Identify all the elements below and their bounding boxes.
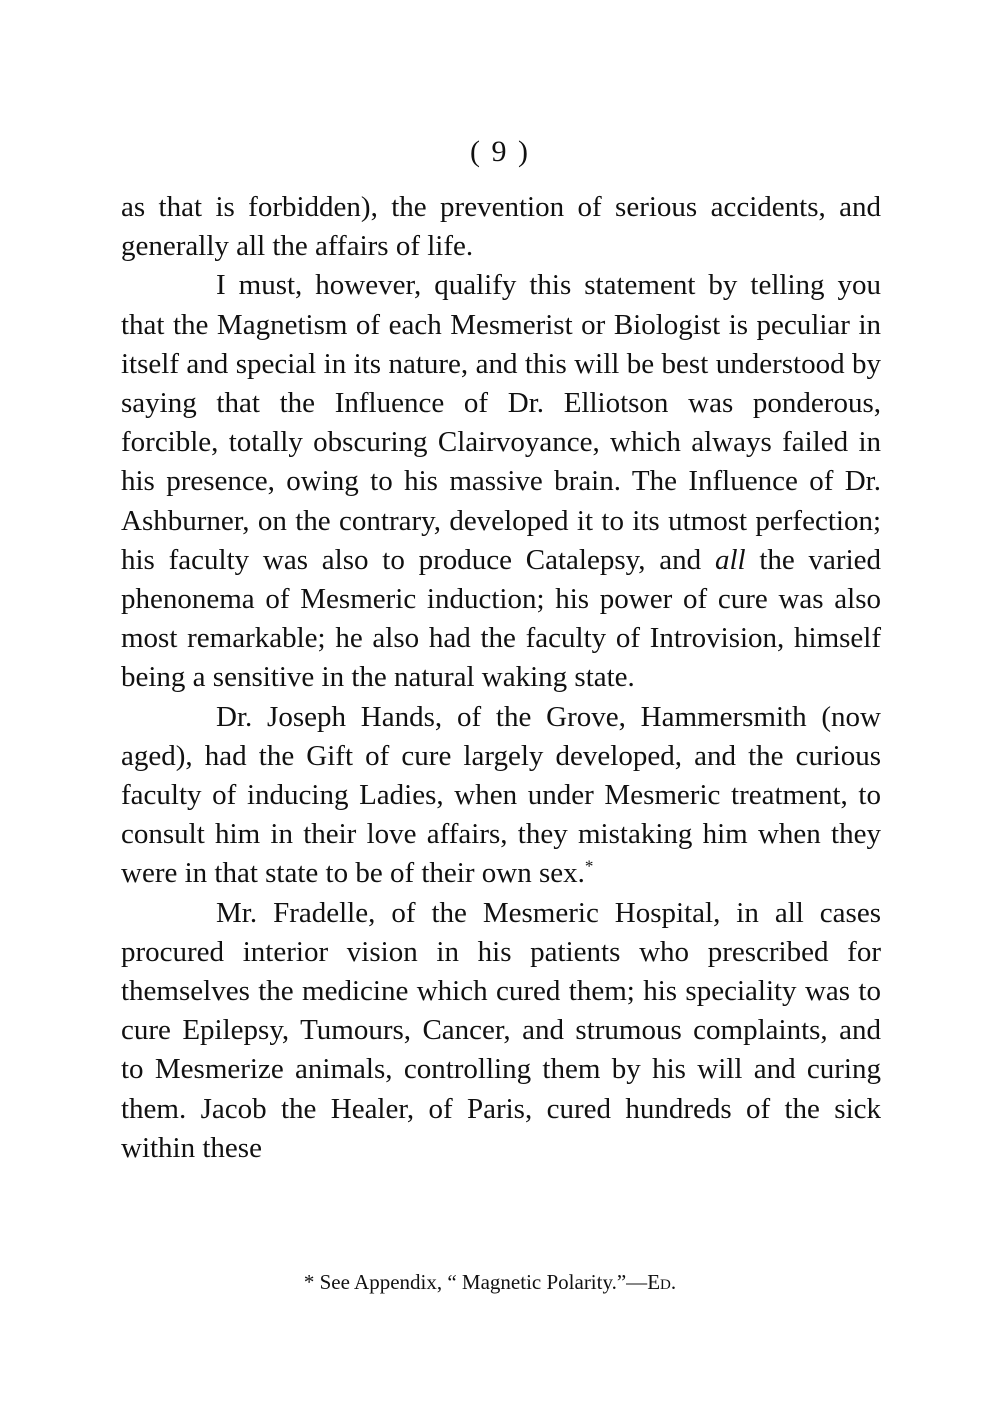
footnote <box>0 1268 980 1296</box>
emphasis-all: all <box>714 543 746 576</box>
footnote-editor: Ed. <box>647 1270 677 1294</box>
footnote-mark: * <box>303 1270 315 1294</box>
paragraph-magnetism <box>121 266 881 697</box>
page-number: ( 9 ) <box>470 135 530 168</box>
paragraph-continuation <box>121 188 881 266</box>
footnote-text: See Appendix, “ Magnetic Polarity.”— <box>319 1270 648 1294</box>
paragraph-text: I must, however, qualify this statement by telling you that the Magnetism of each Mesmerist or Biologist is peculiar in itself and special in its nature, and this will be best understood by saying that the Influence of Dr. Elliotson was ponderous, forcible, totally obscuring Clairvoyance, which always failed in his presence, owing to his massive brain. The Influence of Dr. Ashburner, on the contrary, developed it to its utmost perfection; his faculty was also to produce Catalepsy, and <box>121 269 881 576</box>
paragraph-fradelle <box>121 894 881 1168</box>
paragraph-text: Mr. Fradelle, of the Mesmeric Hospital, in all cases procured interior vision in his patients who prescribed for themselves the medicine which cured them; his speciality was to cure Epilepsy, Tumours, Cancer, and strumous complaints, and to Mesmerize animals, controlling them by his will and curing them. Jacob the Healer, of Paris, cured hundreds of the sick within these <box>121 896 881 1164</box>
body-text <box>121 188 881 1168</box>
paragraph-hands <box>121 698 881 894</box>
footnote-reference-mark: * <box>584 856 594 876</box>
paragraph-text: as that is forbidden), the prevention of serious accidents, and generally all the affairs of life. <box>121 191 881 263</box>
paragraph-text-after: the varied phenonema of Mesmeric induction; his power of cure was also most remarkable; he also had the faculty of Introvision, himself being a sensitive in the natural waking state. <box>121 543 881 694</box>
paragraph-text: Dr. Joseph Hands, of the Grove, Hammersmith (now aged), had the Gift of cure largely developed, and the curious faculty of inducing Ladies, when under Mesmeric treatment, to consult him in their love affairs, they mistaking him when they were in that state to be of their own sex. <box>121 700 881 890</box>
